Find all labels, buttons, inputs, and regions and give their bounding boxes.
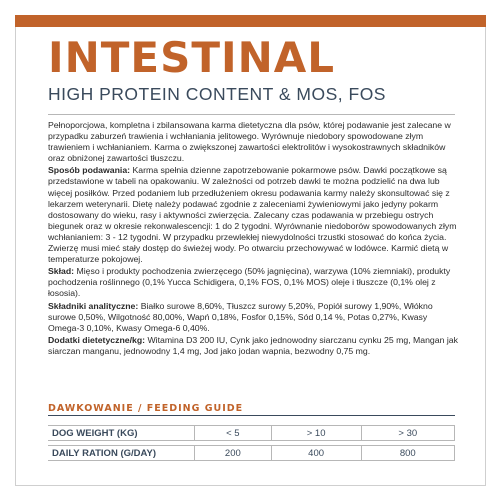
product-title: INTESTINAL: [48, 33, 336, 82]
section-label: Składniki analityczne:: [48, 300, 139, 311]
ration-cell: 800: [361, 445, 455, 461]
feeding-guide-divider: [48, 415, 455, 416]
section-text: Białko surowe 8,60%, Tłuszcz surowy 5,20%, Popiół surowy 1,90%, Włókno surowe 0,50%, Wilgotność 80,00%, Wapń 0,18%, Fosfor 0,15%, Sód 0,14 %, Potas 0,27%, Kwasy Omega-3 0,10%, Kwasy Omega-6 0,40%.: [48, 300, 433, 333]
table-row: [48, 445, 455, 461]
feeding-guide-table: [48, 421, 455, 465]
section-label: Sposób podawania:: [48, 165, 131, 176]
section-label: Dodatki dietetyczne/kg:: [48, 334, 146, 345]
section-text: Witamina D3 200 IU, Cynk jako jednowodny siarczanu cynku 25 mg, Mangan jak siarczan manganu, jednowodny 1,4 mg, Jod jako jodan wapnia, bezwodny 0,75 mg.: [48, 334, 458, 356]
product-subtitle: HIGH PROTEIN CONTENT & MOS, FOS: [48, 84, 386, 104]
table-row: [48, 425, 455, 441]
description-paragraph: Pełnoporcjowa, kompletna i zbilansowana karma dietetyczna dla psów, której podawanie jest zalecane w przypadku zaburzeń trawienia i wchłaniania jelitowego. Wyrównuje niedobory spowodowane złym trawieniem i wchłanianiem. Karma o zwiększonej zawartości elektrolitów i wysokostrawnych składników oraz obniżonej zawartości tłuszczu.: [48, 120, 451, 164]
weight-cell: < 5: [194, 425, 271, 441]
header-divider: [48, 114, 455, 115]
dog-weight-label: DOG WEIGHT (KG): [48, 425, 194, 441]
ration-cell: 200: [194, 445, 271, 461]
daily-ration-label: DAILY RATION (G/DAY): [48, 445, 194, 461]
weight-cell: > 30: [361, 425, 455, 441]
section-text: Karma spełnia dzienne zapotrzebowanie pokarmowe psów. Dawki początkowe są przedstawione w tabeli na opakowaniu. W zależności od potrzeb dawki te można podzielić na dwa lub więcej posiłków. Przed podaniem lub przedłużeniem okresu podawania karmy należy skonsultować się z lekarzem weterynarii. Dietę należy podawać zgodnie z zaleceniami żywieniowymi jako jedyny pokarm dostosowany do wieku, rasy i aktywności zwierzęcia. Zalecany czas podawania w przebiegu ostrych biegunek oraz w okresie rekonwalescencji: 1 do 2 tygodni. Wyrównanie niedoborów spowodowanych złym wchłanianiem: 3 - 12 tygodni. W przypadku przewlekłej niewydolności trzustki stosować do końca życia. Zwierzę musi mieć stały dostęp do świeżej wody. Po otwarciu przechowywać w lodówce. Karmić dietą w temperaturze pokojowej.: [48, 165, 457, 265]
composition-paragraph: [48, 266, 458, 299]
section-label: Skład:: [48, 266, 75, 277]
product-description-block: [48, 120, 458, 358]
analytical-constituents-paragraph: [48, 301, 458, 334]
ration-cell: 400: [271, 445, 361, 461]
section-text: Mięso i produkty pochodzenia zwierzęcego (50% jagnięcina), warzywa (10% ziemniaki), produkty pochodzenia roślinnego (0,1% Yucca Schidigera, 0,1% FOS, 0,1% MOS) oleje i tłuszcze (0,1% olej z łososia).: [48, 266, 451, 299]
additives-paragraph: [48, 335, 458, 357]
weight-cell: > 10: [271, 425, 361, 441]
top-accent-bar: [15, 15, 486, 27]
feeding-instructions-paragraph: [48, 165, 458, 265]
feeding-guide-title: DAWKOWANIE / FEEDING GUIDE: [48, 403, 244, 414]
